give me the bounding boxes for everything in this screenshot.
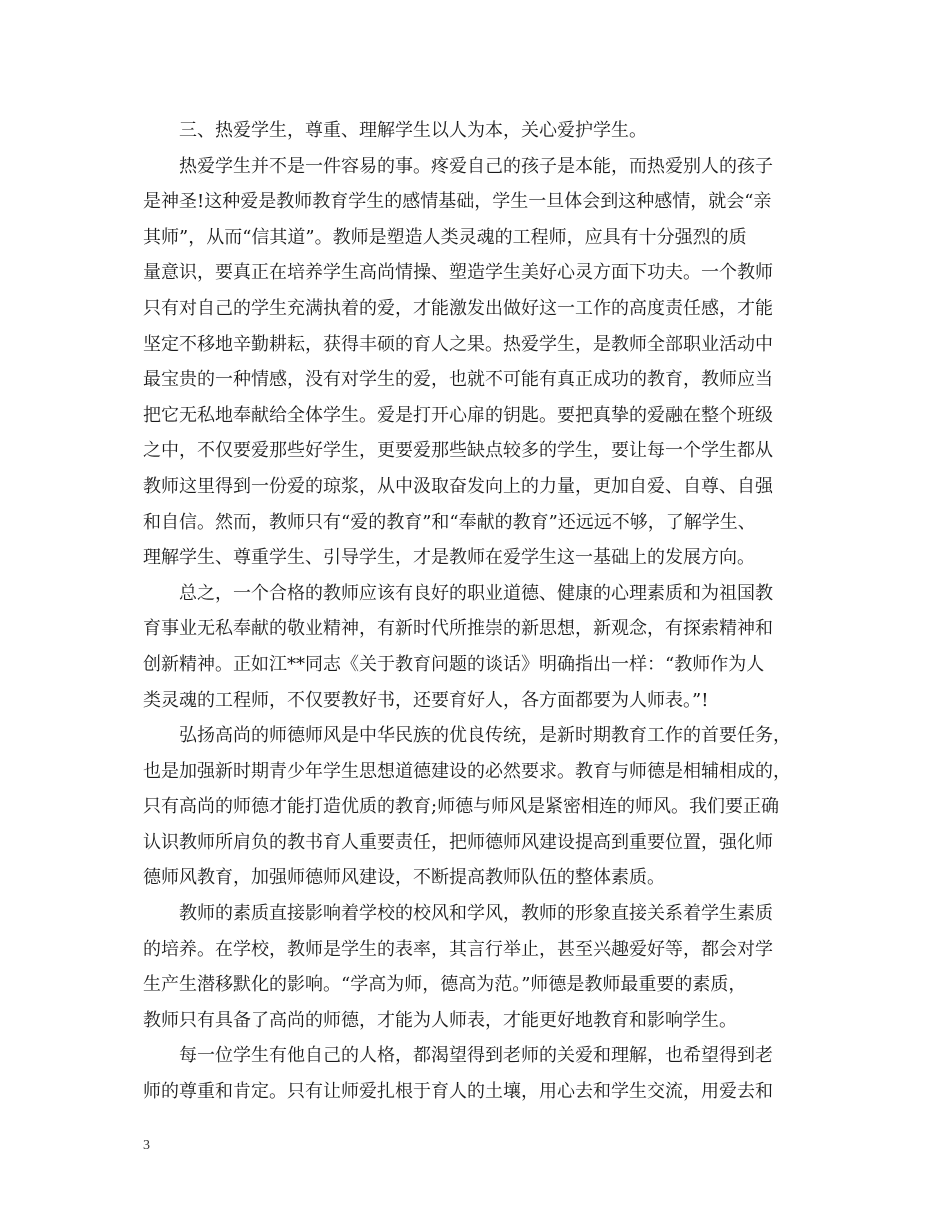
text-line: 德师风教育，加强师德师风建设，不断提高教师队伍的整体素质。	[143, 867, 665, 889]
text-line: 教师只有具备了高尚的师德，才能为人师表，才能更好地教育和影响学生。	[143, 1009, 737, 1031]
text-line: 师的尊重和肯定。只有让师爱扎根于育人的土壤，用心去和学生交流，用爱去和	[143, 1081, 773, 1103]
text-line: 坚定不移地辛勤耕耘，获得丰硕的育人之果。热爱学生，是教师全部职业活动中	[143, 333, 773, 355]
document-body	[143, 113, 823, 1110]
text-line: 弘扬高尚的师德师风是中华民族的优良传统，是新时期教育工作的首要任务，	[179, 725, 791, 747]
text-line: 只有高尚的师德才能打造优质的教育;师德与师风是紧密相连的师风。我们要正确	[143, 796, 780, 818]
text-line: 每一位学生有他自己的人格，都渴望得到老师的关爱和理解，也希望得到老	[179, 1045, 773, 1067]
text-line: 教师这里得到一份爱的琼浆，从中汲取奋发向上的力量，更加自爱、自尊、自强	[143, 475, 773, 497]
text-line: 其师”，从而“信其道”。教师是塑造人类灵魂的工程师，应具有十分强烈的质	[143, 226, 747, 248]
text-line: 育事业无私奉献的敬业精神，有新时代所推崇的新思想，新观念，有探索精神和	[143, 618, 773, 640]
text-line: 最宝贵的一种情感，没有对学生的爱，也就不可能有真正成功的教育，教师应当	[143, 369, 773, 391]
text-line: 也是加强新时期青少年学生思想道德建设的必然要求。教育与师德是相辅相成的，	[143, 760, 791, 782]
text-line: 总之，一个合格的教师应该有良好的职业道德、健康的心理素质和为祖国教	[179, 582, 773, 604]
text-line: 把它无私地奉献给全体学生。爱是打开心扉的钥匙。要把真挚的爱融在整个班级	[143, 404, 773, 426]
text-line: 量意识，要真正在培养学生高尚情操、塑造学生美好心灵方面下功夫。一个教师	[143, 262, 773, 284]
text-line: 生产生潜移默化的影响。“学高为师，德高为范。”师德是教师最重要的素质，	[143, 974, 747, 996]
text-line: 之中，不仅要爱那些好学生，更要爱那些缺点较多的学生，要让每一个学生都从	[143, 440, 773, 462]
text-line: 的培养。在学校，教师是学生的表率，其言行举止，甚至兴趣爱好等，都会对学	[143, 938, 773, 960]
text-line: 创新精神。正如江**同志《关于教育问题的谈话》明确指出一样：“教师作为人	[143, 653, 765, 675]
text-line: 只有对自己的学生充满执着的爱，才能激发出做好这一工作的高度责任感，才能	[143, 297, 773, 319]
text-line: 三、热爱学生，尊重、理解学生以人为本，关心爱护学生。	[179, 120, 647, 141]
text-line: 是神圣!这种爱是教师教育学生的感情基础，学生一旦体会到这种感情，就会“亲	[143, 191, 772, 213]
text-line: 热爱学生并不是一件容易的事。疼爱自己的孩子是本能，而热爱别人的孩子	[179, 155, 773, 177]
text-line: 认识教师所肩负的教书育人重要责任，把师德师风建设提高到重要位置，强化师	[143, 831, 773, 853]
text-line: 理解学生、尊重学生、引导学生，才是教师在爱学生这一基础上的发展方向。	[143, 547, 755, 569]
text-line: 类灵魂的工程师，不仅要教好书，还要育好人，各方面都要为人师表。”!	[143, 689, 709, 711]
text-line: 教师的素质直接影响着学校的校风和学风，教师的形象直接关系着学生素质	[179, 903, 773, 925]
page-number: 3	[143, 1138, 150, 1153]
text-line: 和自信。然而，教师只有“爱的教育”和“奉献的教育”还远远不够，了解学生、	[143, 511, 756, 533]
